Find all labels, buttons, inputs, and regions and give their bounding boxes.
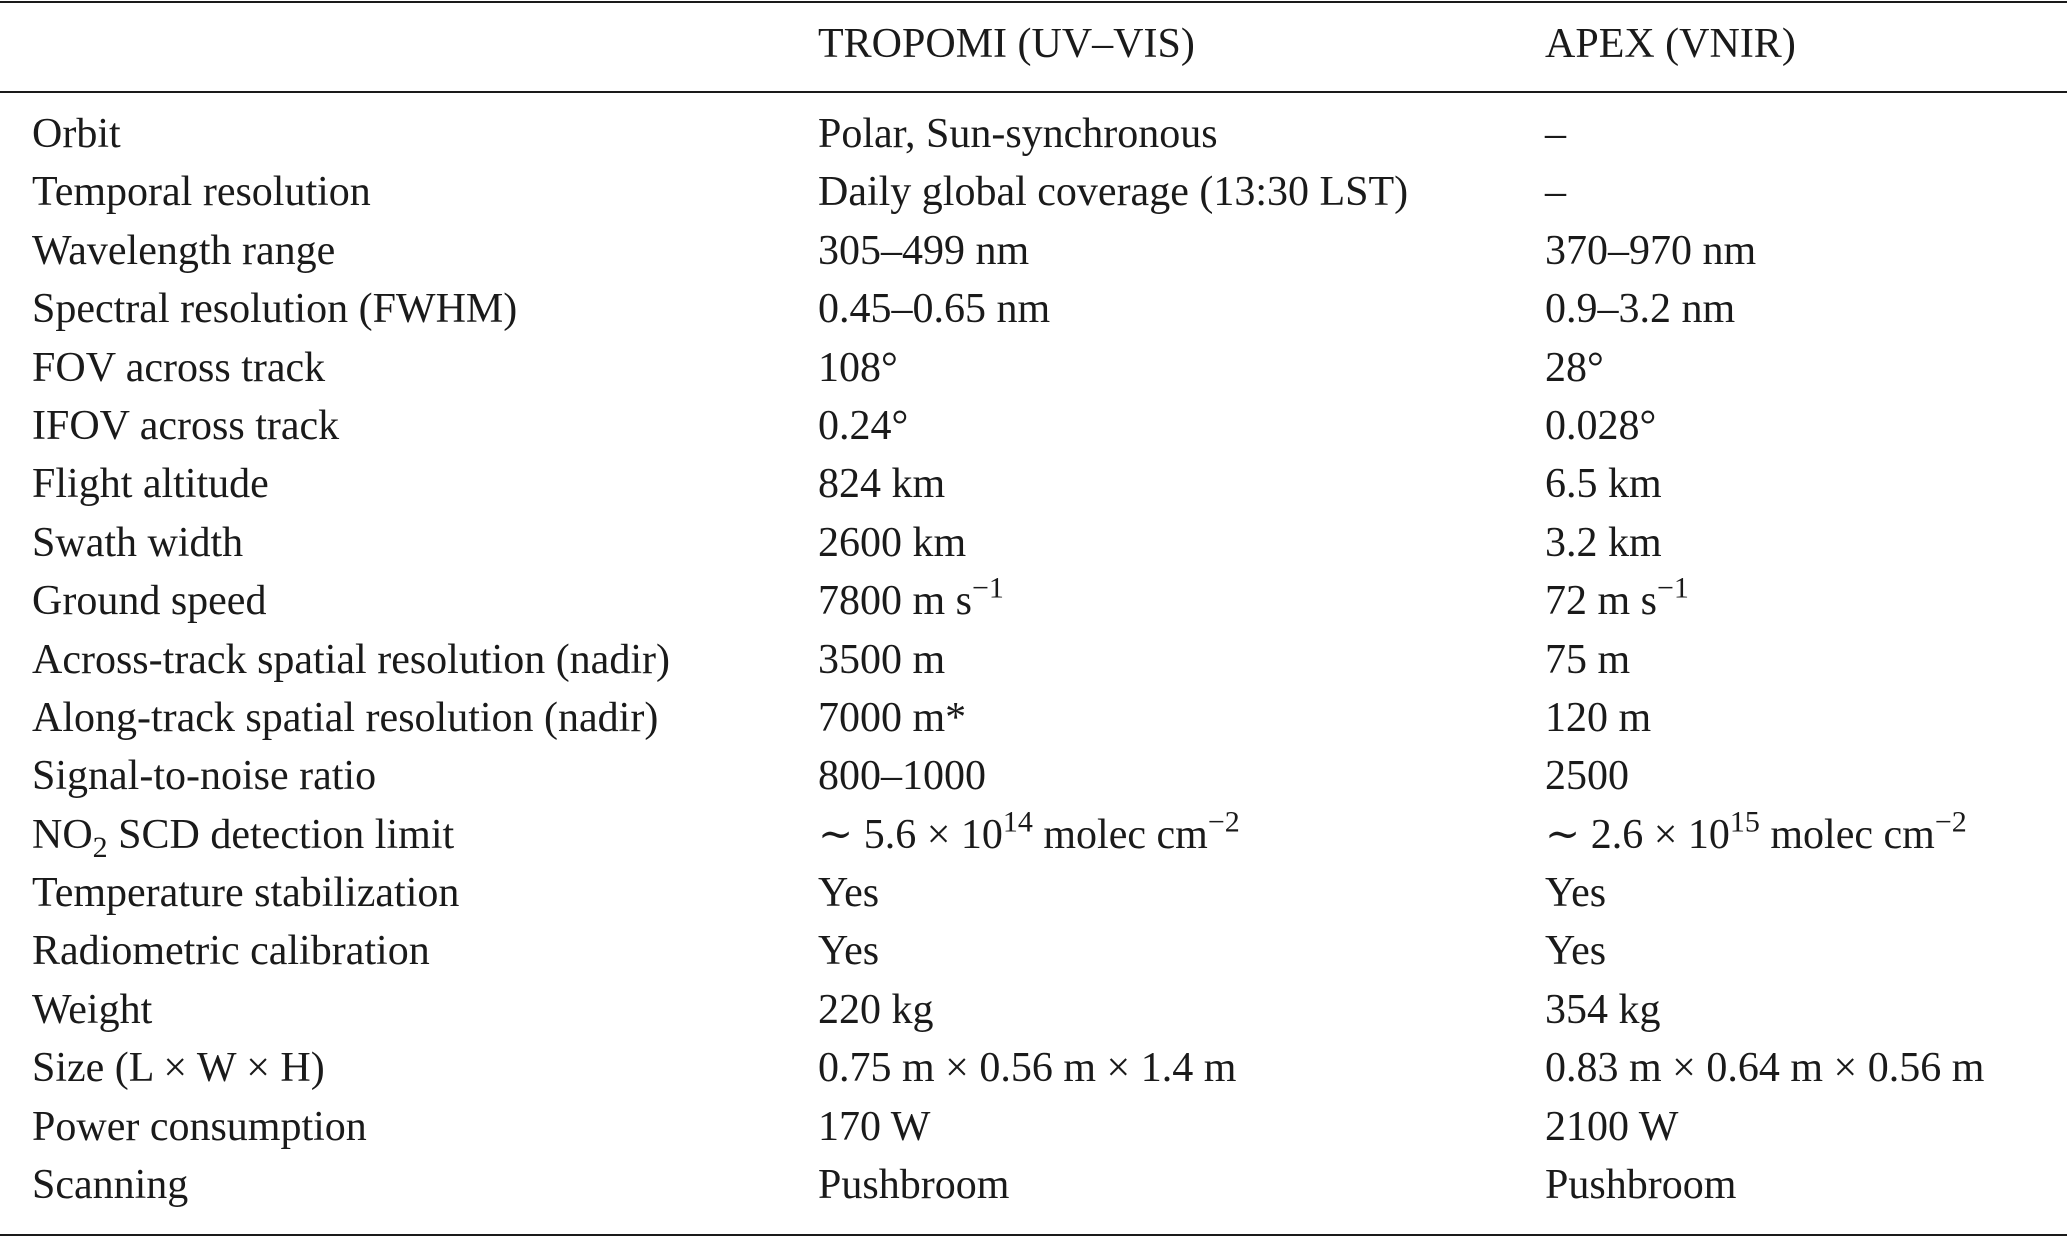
param-label: Scanning xyxy=(32,1162,189,1209)
param-pre: NO xyxy=(32,811,93,858)
apex-value: Yes xyxy=(1545,928,1607,975)
tropomi-power: 14 xyxy=(1002,805,1033,839)
apex-value xyxy=(1545,572,1689,630)
apex-value: 3.2 km xyxy=(1545,519,1662,566)
tropomi-value: Polar, Sun-synchronous xyxy=(818,111,1218,157)
apex-value: 28° xyxy=(1545,344,1604,391)
tropomi-value: Pushbroom xyxy=(818,1162,1010,1209)
param-label: Size (L × W × H) xyxy=(32,1045,325,1092)
apex-power: 15 xyxy=(1729,805,1760,839)
tropomi-base: 7800 m s xyxy=(818,578,973,625)
table-row xyxy=(0,689,2067,747)
table-row xyxy=(0,922,2067,980)
apex-value: 0.028° xyxy=(1545,402,1657,449)
apex-value: – xyxy=(1545,111,1566,157)
tropomi-value: Yes xyxy=(818,870,880,917)
param-label: Swath width xyxy=(32,519,244,566)
param-label: IFOV across track xyxy=(32,402,340,449)
tropomi-value: 108° xyxy=(818,344,898,391)
apex-value: 0.83 m × 0.64 m × 0.56 m xyxy=(1545,1045,1985,1092)
tropomi-value: 7000 m* xyxy=(818,694,967,741)
apex-value: 75 m xyxy=(1545,636,1631,683)
apex-exponent: −1 xyxy=(1657,571,1689,605)
table-body xyxy=(0,105,2067,1214)
tropomi-value: Daily global coverage (13:30 LST) xyxy=(818,169,1409,216)
tropomi-unit: molec cm xyxy=(1032,811,1208,858)
table-row xyxy=(0,1098,2067,1156)
apex-value: 370–970 nm xyxy=(1545,227,1757,274)
tropomi-value: 800–1000 xyxy=(818,753,986,800)
tropomi-value: 0.45–0.65 nm xyxy=(818,286,1051,333)
param-label xyxy=(32,806,454,864)
apex-value: Yes xyxy=(1545,870,1607,917)
table-row xyxy=(0,864,2067,922)
table-row xyxy=(0,1039,2067,1097)
param-label: Flight altitude xyxy=(32,461,269,508)
apex-value: 2100 W xyxy=(1545,1103,1679,1150)
table-row xyxy=(0,514,2067,572)
apex-value: 354 kg xyxy=(1545,986,1661,1033)
param-label: Spectral resolution (FWHM) xyxy=(32,286,518,333)
param-label: Temporal resolution xyxy=(32,169,371,216)
top-rule xyxy=(0,1,2067,3)
tropomi-value xyxy=(818,806,1240,864)
header-tropomi: TROPOMI (UV–VIS) xyxy=(818,21,1195,67)
table-row xyxy=(0,572,2067,630)
table-row xyxy=(0,981,2067,1039)
apex-value: Pushbroom xyxy=(1545,1162,1737,1209)
apex-unit-exponent: −2 xyxy=(1934,805,1967,839)
bottom-rule xyxy=(0,1234,2067,1236)
param-post: SCD detection limit xyxy=(107,811,455,858)
header-rule xyxy=(0,91,2067,93)
apex-value: 6.5 km xyxy=(1545,461,1662,508)
tropomi-exponent: −1 xyxy=(972,571,1004,605)
table-row xyxy=(0,163,2067,221)
tropomi-unit-exponent: −2 xyxy=(1207,805,1240,839)
apex-pre: ∼ 2.6 × 10 xyxy=(1545,811,1730,858)
tropomi-value: 824 km xyxy=(818,461,946,508)
tropomi-value xyxy=(818,572,1004,630)
param-label: Signal-to-noise ratio xyxy=(32,753,377,800)
tropomi-pre: ∼ 5.6 × 10 xyxy=(818,811,1003,858)
param-label: Temperature stabilization xyxy=(32,870,460,917)
table-row xyxy=(0,339,2067,397)
apex-unit: molec cm xyxy=(1759,811,1935,858)
apex-value xyxy=(1545,806,1967,864)
header-apex: APEX (VNIR) xyxy=(1545,21,1796,67)
apex-base: 72 m s xyxy=(1545,578,1658,625)
param-label: Along-track spatial resolution (nadir) xyxy=(32,694,659,741)
tropomi-value: 2600 km xyxy=(818,519,967,566)
table-row xyxy=(0,280,2067,338)
tropomi-value: 0.24° xyxy=(818,402,909,449)
table-row xyxy=(0,397,2067,455)
param-subscript: 2 xyxy=(92,830,108,864)
table-header xyxy=(0,14,2067,74)
table-row xyxy=(0,1156,2067,1214)
param-label: Orbit xyxy=(32,111,121,157)
tropomi-value: Yes xyxy=(818,928,880,975)
param-label: Power consumption xyxy=(32,1103,367,1150)
param-label: Ground speed xyxy=(32,578,267,625)
tropomi-value: 0.75 m × 0.56 m × 1.4 m xyxy=(818,1045,1237,1092)
apex-value: 120 m xyxy=(1545,694,1652,741)
tropomi-value: 3500 m xyxy=(818,636,946,683)
tropomi-value: 170 W xyxy=(818,1103,931,1150)
table-row xyxy=(0,455,2067,513)
param-label: FOV across track xyxy=(32,344,326,391)
apex-value: 0.9–3.2 nm xyxy=(1545,286,1736,333)
param-label: Wavelength range xyxy=(32,227,336,274)
table-row xyxy=(0,806,2067,864)
apex-value: – xyxy=(1545,169,1566,216)
table-row xyxy=(0,631,2067,689)
param-label: Radiometric calibration xyxy=(32,928,430,975)
param-label: Weight xyxy=(32,986,153,1033)
apex-value: 2500 xyxy=(1545,753,1629,800)
table-row xyxy=(0,222,2067,280)
tropomi-value: 305–499 nm xyxy=(818,227,1030,274)
table-row xyxy=(0,747,2067,805)
table-row xyxy=(0,105,2067,163)
tropomi-value: 220 kg xyxy=(818,986,934,1033)
param-label: Across-track spatial resolution (nadir) xyxy=(32,636,670,683)
